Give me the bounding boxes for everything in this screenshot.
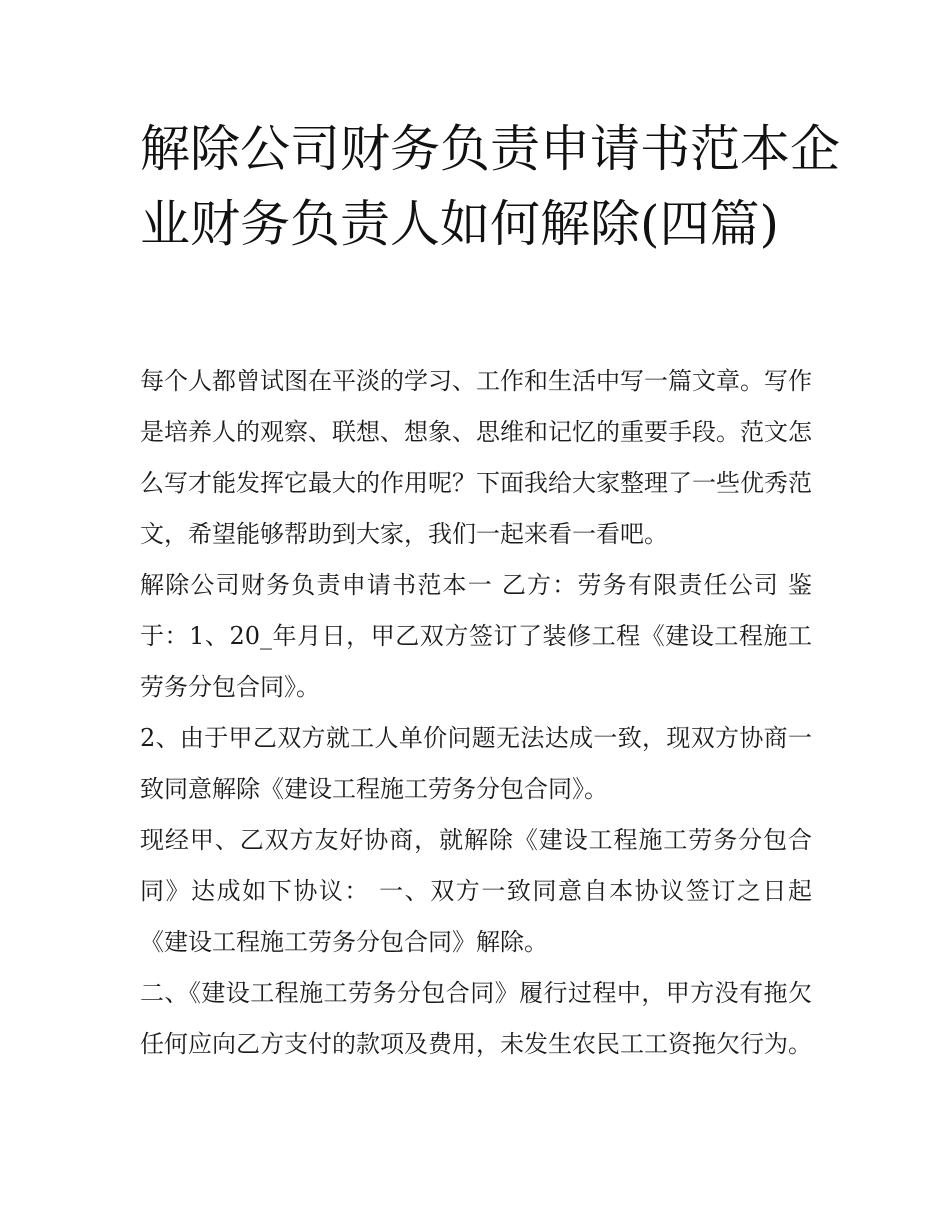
paragraph-recitals: 解除公司财务负责申请书范本一 乙方：劳务有限责任公司 鉴于：1、20_年月日，甲乙双方签订了装修工程《建设工程施工劳务分包合同》。: [140, 571, 812, 701]
document-body: [140, 356, 812, 1070]
document-title: 解除公司财务负责申请书范本企业财务负责人如何解除(四篇): [140, 120, 840, 253]
intro-paragraph: 每个人都曾试图在平淡的学习、工作和生活中写一篇文章。写作是培养人的观察、联想、想象、思维和记忆的重要手段。范文怎么写才能发挥它最大的作用呢？下面我给大家整理了一些优秀范文，希望能够帮助到大家，我们一起来看一看吧。: [140, 367, 812, 548]
paragraph-clause-2: 二、《建设工程施工劳务分包合同》履行过程中，甲方没有拖欠任何应向乙方支付的款项及费用，未发生农民工工资拖欠行为。: [140, 979, 812, 1058]
paragraph-agreement: 现经甲、乙双方友好协商，就解除《建设工程施工劳务分包合同》达成如下协议： 一、双方一致同意自本协议签订之日起《建设工程施工劳务分包合同》解除。: [140, 826, 812, 956]
paragraph-item-2: 2、由于甲乙双方就工人单价问题无法达成一致，现双方协商一致同意解除《建设工程施工劳务分包合同》。: [140, 724, 812, 803]
